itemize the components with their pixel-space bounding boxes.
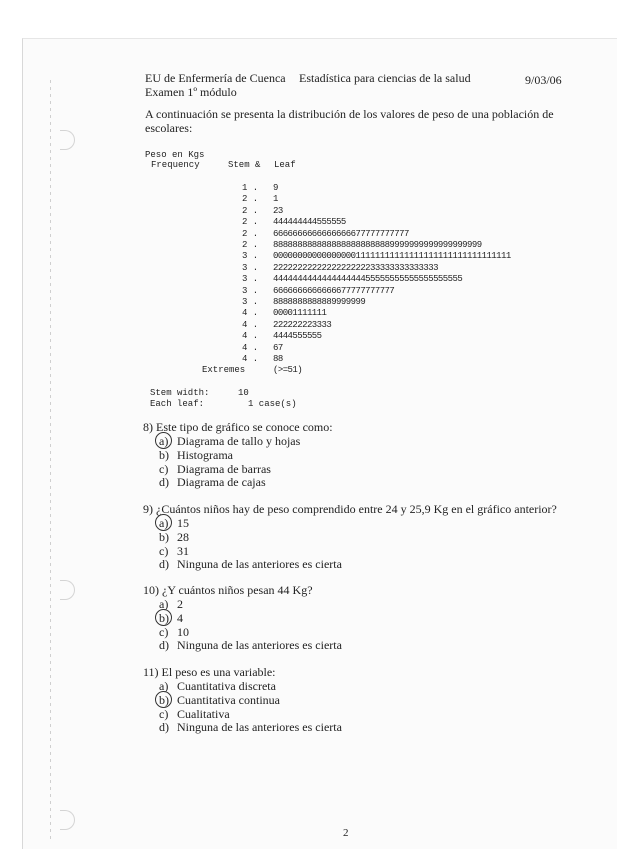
stem-cell: Extremes xyxy=(202,365,246,376)
leaf-cell: 8888888888888888888888889999999999999999999 xyxy=(273,240,482,250)
option-letter[interactable]: c) xyxy=(159,543,169,558)
stem-cell: 3 . xyxy=(242,274,259,285)
option-letter[interactable]: a) xyxy=(159,679,169,693)
leaf-cell: 2222222222222222222233333333333333 xyxy=(273,262,438,273)
stem-cell: 2 . xyxy=(242,217,259,228)
page-number: 2 xyxy=(343,827,349,839)
option-letter[interactable]: c) xyxy=(159,706,169,721)
stem-cell: 3 . xyxy=(242,262,259,273)
question-text: 9) ¿Cuántos niños hay de peso comprendido entre 24 y 25,9 Kg en el gráfico anterior? xyxy=(143,502,557,516)
leaf-cell: 88 xyxy=(273,354,283,364)
answer-circle xyxy=(155,609,172,626)
leaf-cell: 444444444444444444455555555555555555555 xyxy=(273,274,463,285)
question-text: 10) ¿Y cuántos niños pesan 44 Kg? xyxy=(143,583,313,597)
question-text: 11) El peso es una variable: xyxy=(143,665,276,679)
leaf-cell: (>=51) xyxy=(273,365,303,376)
stem-cell: 2 . xyxy=(242,205,259,216)
option-text[interactable]: 28 xyxy=(177,529,189,544)
answer-circle xyxy=(155,432,172,449)
leaf-cell: 6666666666666677777777777 xyxy=(273,285,395,296)
stem-cell: 3 . xyxy=(242,285,259,296)
stem-width-value: 10 xyxy=(238,388,249,398)
option-text[interactable]: Diagrama de barras xyxy=(177,461,271,476)
option-letter[interactable]: d) xyxy=(159,557,169,572)
stem-cell: 4 . xyxy=(242,354,259,364)
option-text[interactable]: 15 xyxy=(177,516,189,530)
frequency-header: Frequency xyxy=(151,160,200,170)
exam-title: Examen 1º módulo xyxy=(145,85,237,99)
option-letter[interactable]: a) xyxy=(159,434,168,449)
each-leaf-value: 1 case(s) xyxy=(248,399,297,409)
stem-leaf-table xyxy=(0,183,617,383)
option-letter[interactable]: d) xyxy=(159,638,169,653)
answer-circle xyxy=(155,691,172,708)
stem-cell: 4 . xyxy=(242,319,259,330)
variable-name: Peso en Kgs xyxy=(145,150,205,160)
option-letter[interactable]: b) xyxy=(159,693,169,708)
intro-text: A continuación se presenta la distribución de los valores de peso de una población de escolares: xyxy=(145,107,554,135)
option-letter[interactable]: d) xyxy=(159,475,169,490)
each-leaf-label: Each leaf: xyxy=(150,399,205,409)
course-name: Estadística para ciencias de la salud xyxy=(299,71,471,85)
stem-cell: 3 . xyxy=(242,297,259,307)
option-letter[interactable]: a) xyxy=(159,516,168,531)
question-text: 8) Este tipo de gráfico se conoce como: xyxy=(143,420,333,434)
exam-date: 9/03/06 xyxy=(525,73,562,87)
leaf-cell: 67 xyxy=(273,342,283,353)
option-letter[interactable]: b) xyxy=(159,447,169,462)
option-text[interactable]: Cuantitativa discreta xyxy=(177,679,276,693)
leaf-cell: 8888888888889999999 xyxy=(273,297,366,307)
stem-cell: 1 . xyxy=(242,183,259,193)
leaf-header: Leaf xyxy=(274,160,296,170)
stem-cell: 4 . xyxy=(242,331,259,342)
option-letter[interactable]: b) xyxy=(159,529,169,544)
stem-cell: 2 . xyxy=(242,194,259,205)
option-text[interactable]: Ninguna de las anteriores es cierta xyxy=(177,557,342,572)
leaf-cell: 0000000000000000011111111111111111111111111111111 xyxy=(273,251,511,262)
leaf-cell: 6666666666666666677777777777 xyxy=(273,228,409,239)
leaf-cell: 222222223333 xyxy=(273,319,332,330)
school-name: EU de Enfermería de Cuenca xyxy=(145,71,286,85)
leaf-cell: 00001111111 xyxy=(273,308,327,319)
stem-cell: 3 . xyxy=(242,251,259,262)
option-text[interactable]: 10 xyxy=(177,624,189,639)
option-text[interactable]: Diagrama de tallo y hojas xyxy=(177,434,301,448)
option-letter[interactable]: c) xyxy=(159,461,169,476)
option-text[interactable]: Diagrama de cajas xyxy=(177,475,266,490)
stem-cell: 4 . xyxy=(242,308,259,319)
option-letter[interactable]: b) xyxy=(159,611,169,626)
option-text[interactable]: Ninguna de las anteriores es cierta xyxy=(177,638,342,653)
scan-background xyxy=(0,0,617,38)
option-text[interactable]: Ninguna de las anteriores es cierta xyxy=(177,720,342,735)
answer-circle xyxy=(155,514,172,531)
stem-cell: 2 . xyxy=(242,240,259,250)
option-letter[interactable]: c) xyxy=(159,624,169,639)
option-text[interactable]: Cuantitativa continua xyxy=(177,692,280,707)
option-text[interactable]: Histograma xyxy=(177,447,233,462)
option-letter[interactable]: d) xyxy=(159,720,169,735)
stem-cell: 2 . xyxy=(242,228,259,239)
stem-cell: 4 . xyxy=(242,342,259,353)
leaf-cell: 4444555555 xyxy=(273,331,322,342)
option-text[interactable]: Cualitativa xyxy=(177,706,230,721)
option-text[interactable]: 4 xyxy=(177,610,183,625)
stem-width-label: Stem width: xyxy=(150,388,210,398)
stem-header: Stem & xyxy=(228,160,261,170)
option-letter[interactable]: a) xyxy=(159,597,169,611)
leaf-cell: 1 xyxy=(273,194,278,205)
leaf-cell: 23 xyxy=(273,205,283,216)
option-text[interactable]: 2 xyxy=(177,597,183,611)
option-text[interactable]: 31 xyxy=(177,543,189,558)
leaf-cell: 9 xyxy=(273,183,278,193)
leaf-cell: 444444444555555 xyxy=(273,217,346,228)
